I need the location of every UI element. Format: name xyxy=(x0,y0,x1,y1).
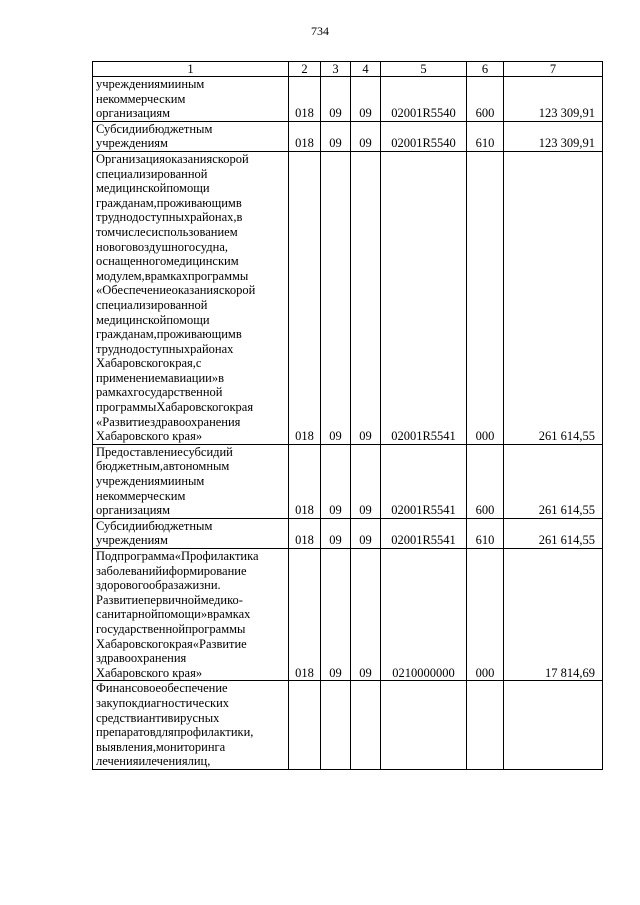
row-expense-type: 000 xyxy=(467,151,504,444)
table-row xyxy=(93,77,603,122)
row-expense-type: 600 xyxy=(467,77,504,122)
description-line: применениемавиации»в xyxy=(96,370,224,385)
description-line: учреждениямииным xyxy=(96,474,205,489)
table-row xyxy=(93,121,603,151)
table-row xyxy=(93,151,603,444)
description-line: специализированной xyxy=(96,166,208,181)
description-line: Хабаровскогокрая«Развитие xyxy=(96,636,247,651)
row-subsection2-code: 09 xyxy=(351,121,381,151)
description-line: здоровогообразажизни. xyxy=(96,578,221,593)
row-amount: 261 614,55 xyxy=(504,444,603,518)
row-section-code: 018 xyxy=(289,151,321,444)
description-line: томчислесиспользованием xyxy=(96,224,238,239)
description-line: программыХабаровскогокрая xyxy=(96,400,254,415)
page-number: 734 xyxy=(311,24,329,38)
row-target-code: 02001R5541 xyxy=(381,518,467,548)
description-line: оснащенногомедицинским xyxy=(96,254,239,269)
row-description xyxy=(93,121,289,151)
description-line: закупокдиагностических xyxy=(96,695,230,710)
header-col-4: 4 xyxy=(351,62,381,77)
description-line: труднодоступныхрайонах xyxy=(96,341,234,356)
table-row xyxy=(93,444,603,518)
row-section-code xyxy=(289,681,321,770)
description-line: Субсидиибюджетным xyxy=(96,121,213,136)
row-description xyxy=(93,151,289,444)
description-line: Хабаровскогокрая,с xyxy=(96,356,202,371)
row-subsection2-code: 09 xyxy=(351,151,381,444)
row-section-code: 018 xyxy=(289,518,321,548)
description-line: санитарнойпомощи»врамках xyxy=(96,607,251,622)
row-target-code: 02001R5540 xyxy=(381,77,467,122)
description-line: государственнойпрограммы xyxy=(96,621,246,636)
description-line: Организацияоказанияскорой xyxy=(96,151,249,166)
description-line: выявления,мониторинга xyxy=(96,739,226,754)
header-row xyxy=(93,62,603,77)
row-amount: 261 614,55 xyxy=(504,518,603,548)
header-col-3: 3 xyxy=(321,62,351,77)
description-line: новоговоздушногосудна, xyxy=(96,239,228,254)
description-line: труднодоступныхрайонах,в xyxy=(96,210,243,225)
description-line: «Обеспечениеоказанияскорой xyxy=(96,283,256,298)
row-subsection-code: 09 xyxy=(321,518,351,548)
row-description xyxy=(93,518,289,548)
description-line: бюджетным,автономным xyxy=(96,459,230,474)
row-subsection-code: 09 xyxy=(321,549,351,681)
row-subsection-code xyxy=(321,681,351,770)
header-col-2: 2 xyxy=(289,62,321,77)
row-expense-type: 610 xyxy=(467,518,504,548)
row-section-code: 018 xyxy=(289,549,321,681)
description-line: медицинскойпомощи xyxy=(96,181,210,196)
description-line: «Развитиездравоохранения xyxy=(96,414,241,429)
row-subsection-code: 09 xyxy=(321,151,351,444)
description-line: гражданам,проживающимв xyxy=(96,195,242,210)
row-subsection2-code xyxy=(351,681,381,770)
row-expense-type: 000 xyxy=(467,549,504,681)
description-line: специализированной xyxy=(96,297,208,312)
description-line: Хабаровского края» xyxy=(96,429,203,444)
row-target-code: 02001R5541 xyxy=(381,151,467,444)
description-line: медицинскойпомощи xyxy=(96,312,210,327)
table-row xyxy=(93,681,603,770)
description-line: некоммерческим xyxy=(96,91,186,106)
row-amount: 123 309,91 xyxy=(504,77,603,122)
table-row xyxy=(93,518,603,548)
row-subsection-code: 09 xyxy=(321,77,351,122)
description-line: некоммерческим xyxy=(96,488,186,503)
row-subsection-code: 09 xyxy=(321,444,351,518)
row-expense-type: 600 xyxy=(467,444,504,518)
description-line: Хабаровского края» xyxy=(96,665,203,680)
description-line: учреждениям xyxy=(96,136,168,151)
description-line: Предоставлениесубсидий xyxy=(96,444,233,459)
table-row xyxy=(93,549,603,681)
row-subsection2-code: 09 xyxy=(351,77,381,122)
description-line: учреждениямииным xyxy=(96,77,205,91)
description-line: организациям xyxy=(96,503,171,518)
header-col-5: 5 xyxy=(381,62,467,77)
description-line: леченияилечениялиц, xyxy=(96,754,211,769)
row-section-code: 018 xyxy=(289,444,321,518)
row-subsection2-code: 09 xyxy=(351,549,381,681)
description-line: Субсидиибюджетным xyxy=(96,518,213,533)
row-amount: 17 814,69 xyxy=(504,549,603,681)
row-expense-type: 610 xyxy=(467,121,504,151)
description-line: рамкахгосударственной xyxy=(96,385,223,400)
description-line: гражданам,проживающимв xyxy=(96,327,242,342)
row-section-code: 018 xyxy=(289,77,321,122)
row-description xyxy=(93,444,289,518)
description-line: Развитиепервичноймедико- xyxy=(96,592,243,607)
row-target-code: 0210000000 xyxy=(381,549,467,681)
description-line: средствиантивирусных xyxy=(96,710,220,725)
row-amount xyxy=(504,681,603,770)
budget-table xyxy=(92,61,603,770)
row-section-code: 018 xyxy=(289,121,321,151)
row-description xyxy=(93,549,289,681)
row-amount: 123 309,91 xyxy=(504,121,603,151)
description-line: здравоохранения xyxy=(96,651,187,666)
header-col-1: 1 xyxy=(93,62,289,77)
description-line: Финансовоеобеспечение xyxy=(96,681,228,696)
row-description xyxy=(93,77,289,122)
description-line: препаратовдляпрофилактики, xyxy=(96,725,254,740)
description-line: модулем,врамкахпрограммы xyxy=(96,268,249,283)
row-target-code xyxy=(381,681,467,770)
row-subsection-code: 09 xyxy=(321,121,351,151)
description-line: учреждениям xyxy=(96,533,168,548)
description-line: заболеванийиформирование xyxy=(96,563,247,578)
row-amount: 261 614,55 xyxy=(504,151,603,444)
header-col-6: 6 xyxy=(467,62,504,77)
row-expense-type xyxy=(467,681,504,770)
description-line: Подпрограмма«Профилактика xyxy=(96,549,259,563)
row-subsection2-code: 09 xyxy=(351,518,381,548)
row-target-code: 02001R5541 xyxy=(381,444,467,518)
row-target-code: 02001R5540 xyxy=(381,121,467,151)
description-line: организациям xyxy=(96,106,171,121)
row-subsection2-code: 09 xyxy=(351,444,381,518)
row-description xyxy=(93,681,289,770)
header-col-7: 7 xyxy=(504,62,603,77)
